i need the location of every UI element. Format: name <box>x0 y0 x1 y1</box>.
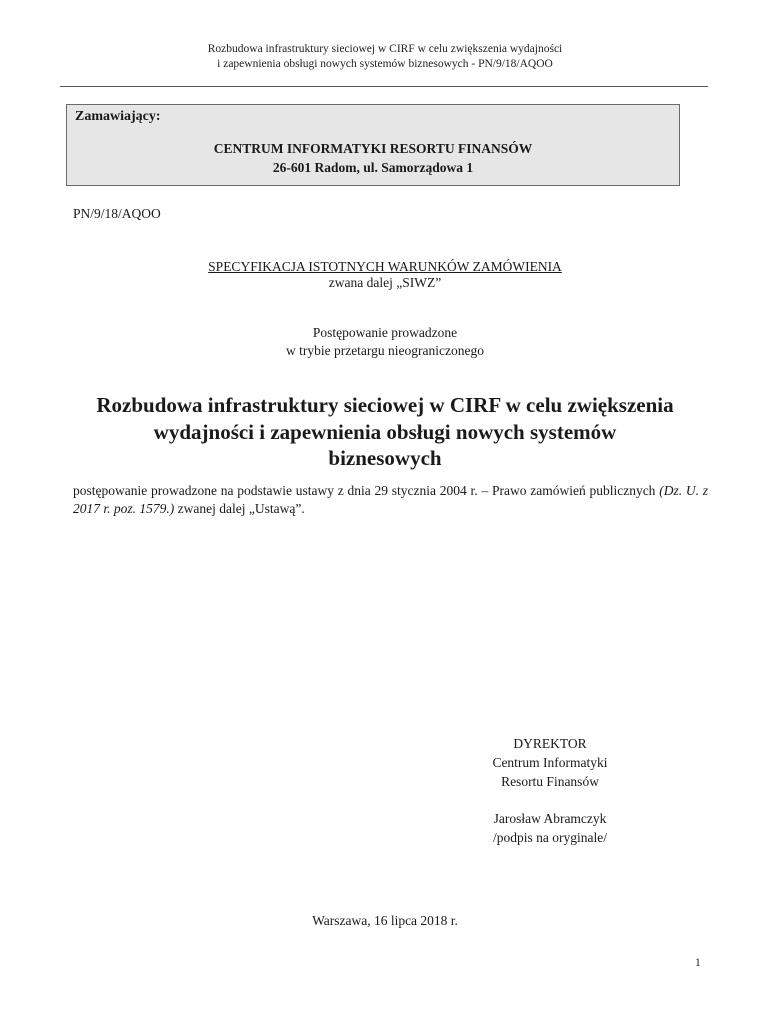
procedure-description-line: Postępowanie prowadzone <box>312 325 458 340</box>
contracting-authority-box <box>66 104 680 186</box>
running-header-line: Rozbudowa infrastruktury sieciowej w CIRF w celu zwiększenia wydajności <box>207 43 563 55</box>
tender-title: Rozbudowa infrastruktury sieciowej w CIRF w celu zwiększenia wydajności i zapewnienia obsługi nowych systemów biznesowych <box>96 393 674 470</box>
signature-title: DYREKTOR <box>513 736 587 751</box>
legal-basis-paragraph <box>73 482 708 518</box>
signature-spacer <box>430 791 670 809</box>
contracting-authority-label: Zamawiający: <box>75 109 161 124</box>
running-header <box>60 42 710 72</box>
legal-basis-text: zwanej dalej „Ustawą”. <box>174 501 305 516</box>
specification-title: SPECYFIKACJA ISTOTNYCH WARUNKÓW ZAMÓWIENIA <box>208 259 562 274</box>
specification-subtitle: zwana dalej „SIWZ” <box>328 275 442 290</box>
legal-citation: (Dz. U. z 2017 r. poz. 1579.) <box>73 483 708 516</box>
reference-number: PN/9/18/AQOO <box>73 206 161 221</box>
signer-name: Jarosław Abramczyk <box>493 811 607 826</box>
legal-basis-text: postępowanie prowadzone na podstawie ustawy z dnia 29 stycznia 2004 r. – Prawo zamówień publicznych <box>73 483 660 498</box>
contracting-authority-name: CENTRUM INFORMATYKI RESORTU FINANSÓW <box>213 141 533 156</box>
running-header-line: i zapewnienia obsługi nowych systemów biznesowych - PN/9/18/AQOO <box>217 58 553 70</box>
place-and-date: Warszawa, 16 lipca 2018 r. <box>312 913 458 928</box>
header-divider <box>60 86 708 87</box>
procedure-description-line: w trybie przetargu nieograniczonego <box>285 343 485 358</box>
signature-organization: Centrum Informatyki <box>492 755 608 770</box>
signature-note: /podpis na oryginale/ <box>493 830 607 845</box>
signature-organization: Resortu Finansów <box>501 774 599 789</box>
page-number: 1 <box>695 957 701 969</box>
signature-block <box>430 734 670 847</box>
contracting-authority-address: 26-601 Radom, ul. Samorządowa 1 <box>272 160 474 175</box>
